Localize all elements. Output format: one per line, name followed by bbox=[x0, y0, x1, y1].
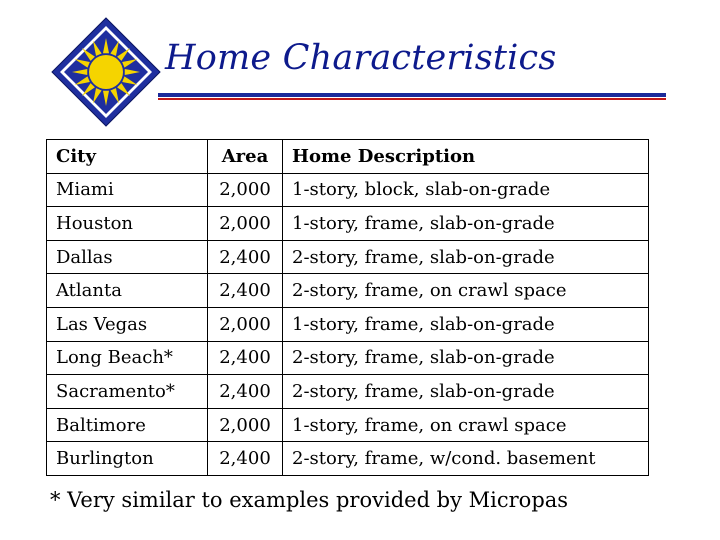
footnote: * Very similar to examples provided by Micropas bbox=[50, 488, 569, 512]
header-city: City bbox=[47, 140, 208, 174]
area-cell: 2,400 bbox=[208, 274, 283, 308]
city-cell: Miami bbox=[47, 173, 208, 207]
description-cell: 2-story, frame, w/cond. basement bbox=[283, 442, 649, 476]
table-row bbox=[47, 442, 649, 476]
table-row bbox=[47, 274, 649, 308]
city-cell: Las Vegas bbox=[47, 307, 208, 341]
description-cell: 2-story, frame, slab-on-grade bbox=[283, 341, 649, 375]
title-rule-blue bbox=[158, 93, 666, 97]
area-cell: 2,000 bbox=[208, 207, 283, 241]
area-cell: 2,400 bbox=[208, 341, 283, 375]
table-row bbox=[47, 207, 649, 241]
table-row bbox=[47, 240, 649, 274]
city-cell: Dallas bbox=[47, 240, 208, 274]
table-row bbox=[47, 341, 649, 375]
area-cell: 2,000 bbox=[208, 307, 283, 341]
slide-title: Home Characteristics bbox=[165, 38, 557, 78]
description-cell: 2-story, frame, on crawl space bbox=[283, 274, 649, 308]
description-cell: 1-story, frame, slab-on-grade bbox=[283, 307, 649, 341]
description-cell: 1-story, block, slab-on-grade bbox=[283, 173, 649, 207]
area-cell: 2,000 bbox=[208, 173, 283, 207]
city-cell: Atlanta bbox=[47, 274, 208, 308]
sun-diamond-icon bbox=[50, 16, 162, 128]
area-cell: 2,000 bbox=[208, 408, 283, 442]
sun-logo-icon bbox=[50, 16, 162, 128]
table-row bbox=[47, 173, 649, 207]
table-header-row bbox=[47, 140, 649, 174]
description-cell: 2-story, frame, slab-on-grade bbox=[283, 375, 649, 409]
description-cell: 1-story, frame, slab-on-grade bbox=[283, 207, 649, 241]
city-cell: Burlington bbox=[47, 442, 208, 476]
title-rule-red bbox=[158, 98, 666, 100]
home-characteristics-table bbox=[46, 139, 649, 476]
description-cell: 1-story, frame, on crawl space bbox=[283, 408, 649, 442]
area-cell: 2,400 bbox=[208, 375, 283, 409]
table-row bbox=[47, 307, 649, 341]
description-cell: 2-story, frame, slab-on-grade bbox=[283, 240, 649, 274]
header-area: Area bbox=[208, 140, 283, 174]
city-cell: Long Beach* bbox=[47, 341, 208, 375]
city-cell: Houston bbox=[47, 207, 208, 241]
area-cell: 2,400 bbox=[208, 240, 283, 274]
area-cell: 2,400 bbox=[208, 442, 283, 476]
city-cell: Baltimore bbox=[47, 408, 208, 442]
table-row bbox=[47, 375, 649, 409]
table-row bbox=[47, 408, 649, 442]
city-cell: Sacramento* bbox=[47, 375, 208, 409]
header-description: Home Description bbox=[283, 140, 649, 174]
